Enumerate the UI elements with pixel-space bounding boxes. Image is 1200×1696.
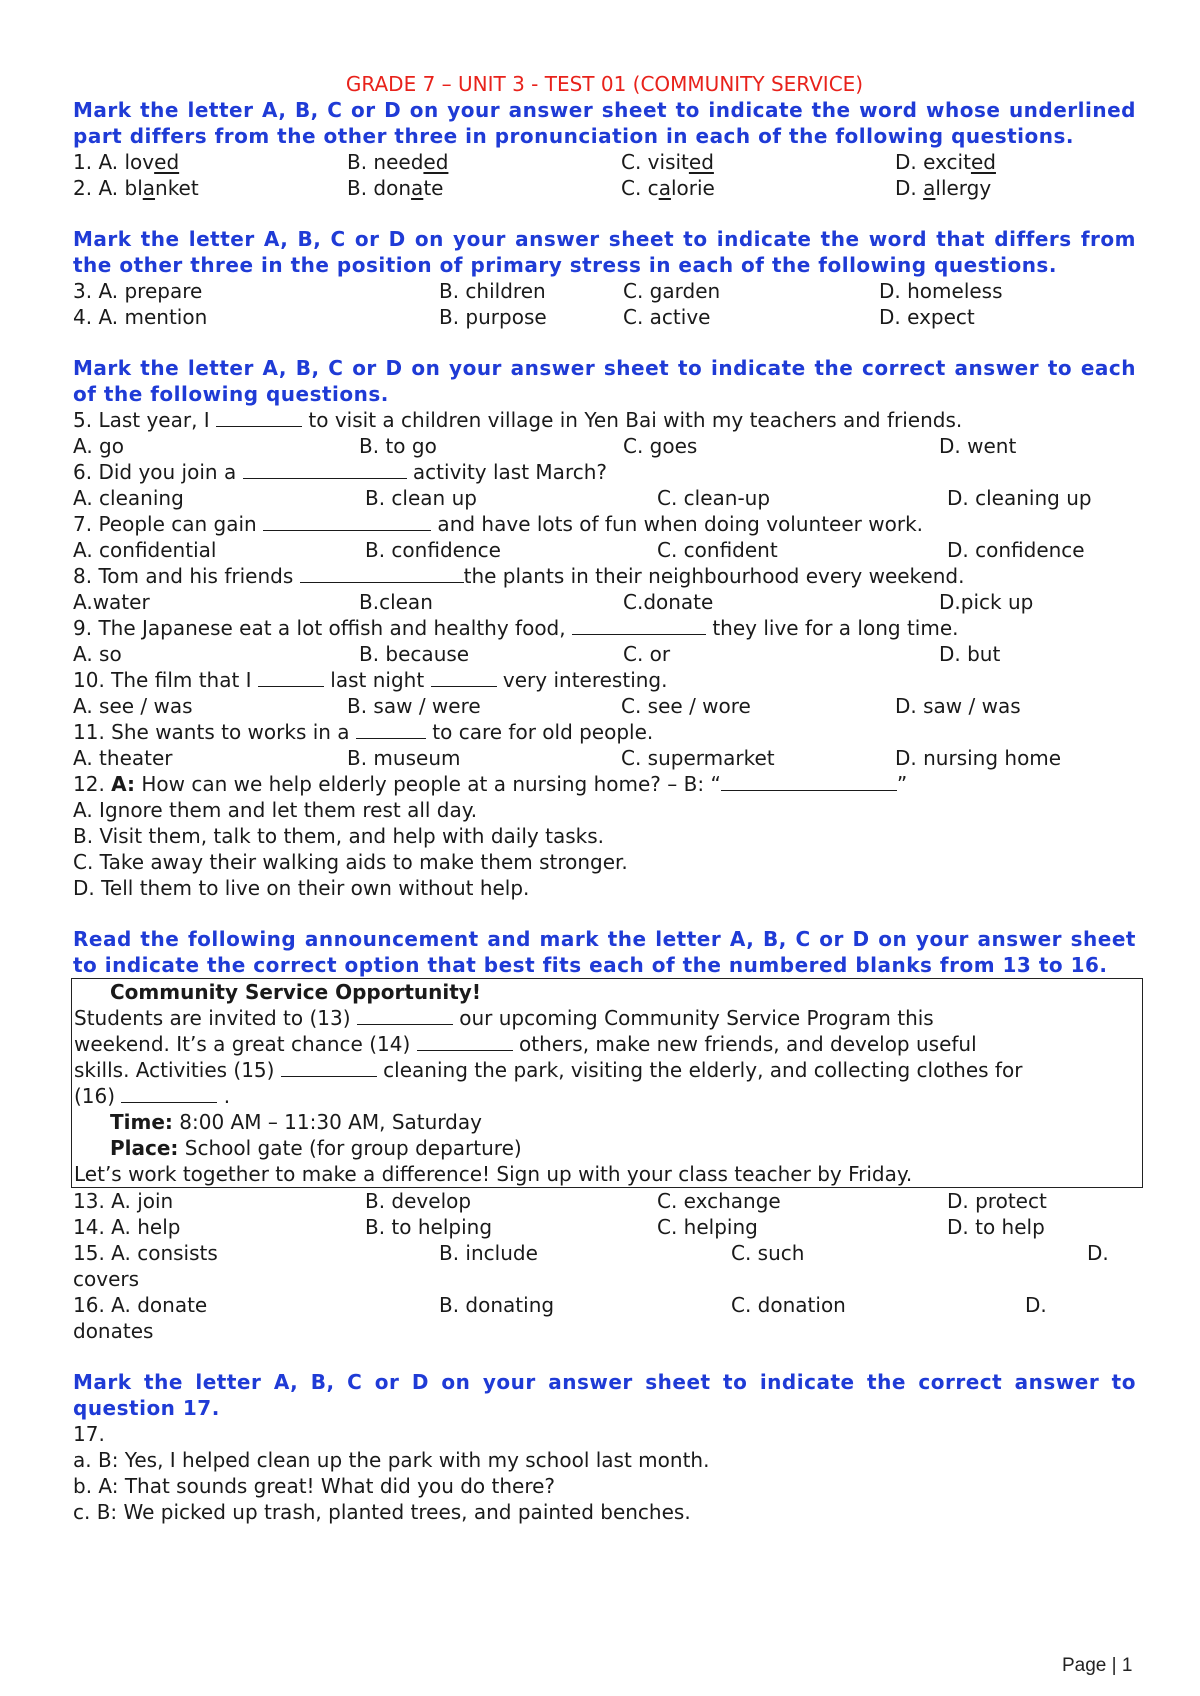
section3-instruction: Mark the letter A, B, C or D on your answer sheet to indicate the correct answer to each of the following questions. [73,356,1136,406]
q13-option-b: B. develop [365,1189,472,1213]
q8-option-a: A.water [73,590,150,614]
q1-option-d: D. excited [895,150,996,174]
answer-blank [263,512,431,531]
q17-line-b: b. A: That sounds great! What did you do there? [73,1474,556,1498]
q12-option-c: C. Take away their walking aids to make them stronger. [73,850,628,874]
q6-option-a: A. cleaning [73,486,184,510]
question-5: 5. Last year, I to visit a children village in Yen Bai with my teachers and friends. [73,408,963,432]
q15-option-a: 15. A. consists [73,1241,218,1265]
question-16 [73,1292,1136,1318]
q10-option-c: C. see / wore [621,694,751,718]
q16-option-a: 16. A. donate [73,1293,208,1317]
q10-option-b: B. saw / were [347,694,481,718]
answer-blank [243,460,407,479]
q13-option-d: D. protect [947,1189,1047,1213]
q8-option-d: D.pick up [939,590,1034,614]
q5-option-d: D. went [939,434,1017,458]
announcement-line-2: weekend. It’s a great chance (14) others, make new friends, and develop useful [74,1032,977,1056]
q14-option-d: D. to help [947,1215,1045,1239]
q8-option-b: B.clean [359,590,433,614]
q5-option-b: B. to go [359,434,437,458]
announcement-place: Place: School gate (for group departure) [110,1136,522,1160]
question-3 [73,278,1136,304]
section2-instruction: Mark the letter A, B, C or D on your answer sheet to indicate the word that differs from the other three in the position of primary stress in each of the following questions. [73,227,1136,277]
q1-option-c: C. visited [621,150,714,174]
q10-option-a: A. see / was [73,694,193,718]
q10-option-d: D. saw / was [895,694,1021,718]
q5-option-a: A. go [73,434,124,458]
q15-option-b: B. include [439,1241,538,1265]
q4-option-c: C. active [623,305,711,329]
q6-option-d: D. cleaning up [947,486,1092,510]
q14-option-a: 14. A. help [73,1215,181,1239]
answer-blank [417,1032,513,1051]
q12-option-b: B. Visit them, talk to them, and help with daily tasks. [73,824,604,848]
question-8: 8. Tom and his friends the plants in their neighbourhood every weekend. [73,564,965,588]
q4-option-b: B. purpose [439,305,547,329]
q13-option-a: 13. A. join [73,1189,174,1213]
answer-blank [357,1006,453,1025]
announcement-line-3: skills. Activities (15) cleaning the park, visiting the elderly, and collecting clothes for [74,1058,1023,1082]
q3-option-c: C. garden [623,279,721,303]
q9-options [73,641,1136,667]
question-10: 10. The film that I last night very interesting. [73,668,668,692]
q1-option-a: 1. A. loved [73,150,180,174]
q6-option-c: C. clean-up [657,486,771,510]
q7-option-a: A. confidential [73,538,217,562]
question-13 [73,1188,1136,1214]
q7-option-c: C. confident [657,538,778,562]
page-number: Page | 1 [1062,1655,1133,1676]
question-4 [73,304,1136,330]
q15-option-d-text: covers [73,1267,140,1291]
question-15 [73,1240,1136,1266]
answer-blank [258,668,324,687]
q2-option-b: B. donate [347,176,444,200]
q2-option-d: D. allergy [895,176,992,200]
q16-option-d: D. [1025,1293,1047,1317]
q9-option-d: D. but [939,642,1001,666]
q9-option-a: A. so [73,642,122,666]
question-1 [73,149,1136,175]
q9-option-b: B. because [359,642,470,666]
q17-line-c: c. B: We picked up trash, planted trees, and painted benches. [73,1500,691,1524]
q7-options [73,537,1136,563]
q8-options [73,589,1136,615]
announcement-line-1: Students are invited to (13) our upcoming Community Service Program this [74,1006,934,1030]
answer-blank [356,720,426,739]
q13-option-c: C. exchange [657,1189,781,1213]
q16-option-b: B. donating [439,1293,555,1317]
q12-option-d: D. Tell them to live on their own without help. [73,876,530,900]
q4-option-a: 4. A. mention [73,305,208,329]
q17-line-a: a. B: Yes, I helped clean up the park with my school last month. [73,1448,710,1472]
announcement-line-4: (16) . [74,1084,231,1108]
q10-options [73,693,1136,719]
answer-blank [431,668,497,687]
q16-option-d-text: donates [73,1319,154,1343]
question-7: 7. People can gain and have lots of fun when doing volunteer work. [73,512,924,536]
q7-option-d: D. confidence [947,538,1085,562]
q11-option-c: C. supermarket [621,746,775,770]
q11-option-d: D. nursing home [895,746,1062,770]
announcement-heading: Community Service Opportunity! [110,980,481,1004]
q4-option-d: D. expect [879,305,975,329]
q2-option-c: C. calorie [621,176,715,200]
q14-option-b: B. to helping [365,1215,493,1239]
answer-blank [281,1058,377,1077]
q16-option-c: C. donation [731,1293,846,1317]
answer-blank [572,616,706,635]
answer-blank [216,408,302,427]
announcement-box [71,978,1143,1188]
q5-options [73,433,1136,459]
q2-option-a: 2. A. blanket [73,176,199,200]
question-14 [73,1214,1136,1240]
section1-instruction: Mark the letter A, B, C or D on your answer sheet to indicate the word whose underlined part differs from the other three in pronunciation in each of the following questions. [73,98,1136,148]
announcement-time: Time: 8:00 AM – 11:30 AM, Saturday [110,1110,482,1134]
question-12: 12. A: How can we help elderly people at a nursing home? – B: “ ” [73,772,908,796]
q8-option-c: C.donate [623,590,714,614]
q11-option-b: B. museum [347,746,461,770]
question-11: 11. She wants to works in a to care for old people. [73,720,654,744]
q7-option-b: B. confidence [365,538,501,562]
page-title: GRADE 7 – UNIT 3 - TEST 01 (COMMUNITY SERVICE) [345,72,864,96]
question-6: 6. Did you join a activity last March? [73,460,608,484]
section5-instruction: Mark the letter A, B, C or D on your answer sheet to indicate the correct answer to question 17. [73,1370,1136,1420]
q14-option-c: C. helping [657,1215,758,1239]
question-9: 9. The Japanese eat a lot offish and healthy food, they live for a long time. [73,616,959,640]
q6-option-b: B. clean up [365,486,477,510]
q11-option-a: A. theater [73,746,173,770]
question-2 [73,175,1136,201]
q5-option-c: C. goes [623,434,698,458]
q1-option-b: B. needed [347,150,449,174]
q15-option-c: C. such [731,1241,805,1265]
q6-options [73,485,1136,511]
announcement-closing: Let’s work together to make a difference! Sign up with your class teacher by Friday. [74,1162,913,1186]
document-body [73,71,1136,1525]
q12-option-a: A. Ignore them and let them rest all day. [73,798,478,822]
q3-option-d: D. homeless [879,279,1003,303]
q3-option-b: B. children [439,279,546,303]
q3-option-a: 3. A. prepare [73,279,203,303]
question-17: 17. [73,1422,105,1446]
answer-blank [300,564,464,583]
answer-blank [721,772,897,791]
q15-option-d: D. [1087,1241,1109,1265]
section4-instruction: Read the following announcement and mark the letter A, B, C or D on your answer sheet to indicate the correct option that best fits each of the numbered blanks from 13 to 16. [73,927,1136,977]
q11-options [73,745,1136,771]
q9-option-c: C. or [623,642,671,666]
answer-blank [121,1084,217,1103]
